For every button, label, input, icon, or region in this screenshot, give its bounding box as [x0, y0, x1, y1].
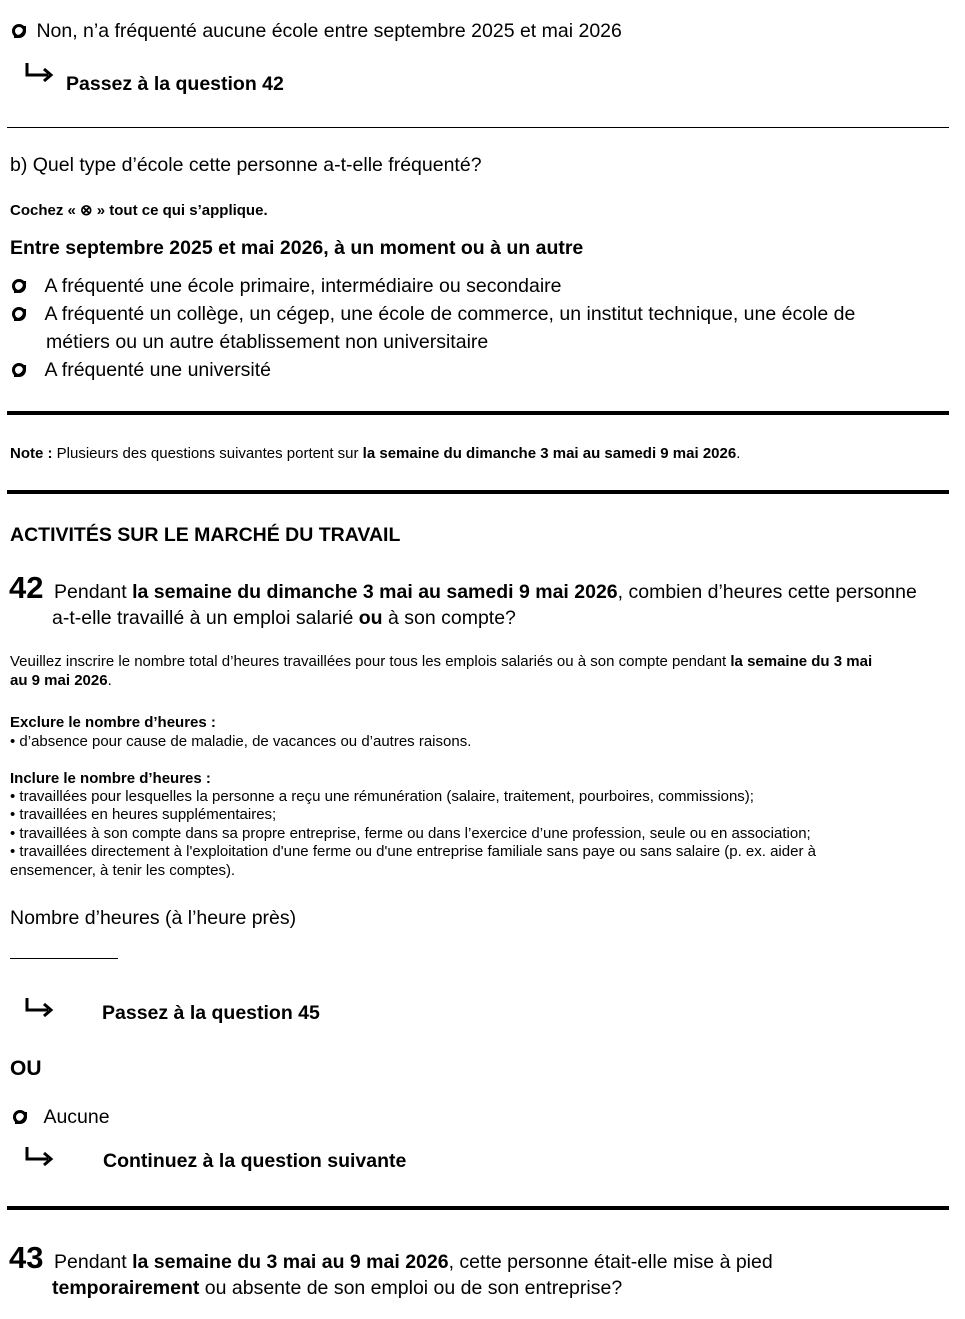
- question-43-text-line2: [52, 1277, 622, 1300]
- instruction-line2: [10, 672, 112, 689]
- text: Pendant: [54, 1251, 133, 1273]
- option-none[interactable]: [13, 1106, 110, 1129]
- skip-instruction: Passez à la question 45: [102, 1002, 320, 1024]
- text: Pendant: [54, 581, 133, 603]
- text-bold: la semaine du 3 mai au 9 mai 2026: [132, 1251, 449, 1273]
- note: [10, 445, 740, 462]
- skip-arrow-icon: [24, 61, 54, 85]
- instruction-line1: [10, 653, 872, 670]
- include-item: ensemencer, à tenir les comptes).: [10, 862, 236, 879]
- option-no-school[interactable]: [12, 20, 622, 43]
- option-label: A fréquenté une université: [44, 359, 272, 381]
- question-43-text-line1: [54, 1251, 773, 1274]
- text: a-t-elle travaillé à un emploi salarié: [52, 607, 359, 629]
- exclude-title: Exclure le nombre d’heures :: [10, 714, 216, 731]
- or-label: OU: [10, 1057, 42, 1080]
- divider: [7, 490, 949, 494]
- option-label-continued: métiers ou un autre établissement non universitaire: [46, 331, 489, 353]
- divider: [7, 1206, 949, 1210]
- note-label: Note :: [10, 445, 53, 462]
- include-title: Inclure le nombre d’heures :: [10, 770, 211, 787]
- continue-instruction: Continuez à la question suivante: [103, 1150, 407, 1172]
- question-number: 42: [9, 570, 44, 605]
- checkbox-circle[interactable]: [12, 363, 26, 377]
- text-bold: ou: [358, 607, 383, 629]
- checkbox-circle[interactable]: [12, 307, 26, 321]
- text: Veuillez inscrire le nombre total d’heures travaillées pour tous les emplois salariés ou à son compte pendant: [10, 653, 731, 670]
- include-item: • travaillées directement à l'exploitation d'une ferme ou d'une entreprise familiale sans paye ou sans salaire (p. ex. aider à: [10, 843, 816, 860]
- question-number: 43: [9, 1240, 44, 1275]
- exclude-item: • d’absence pour cause de maladie, de vacances ou d’autres raisons.: [10, 733, 472, 750]
- divider: [7, 127, 949, 128]
- include-item: • travaillées en heures supplémentaires;: [10, 806, 277, 823]
- text-bold: au 9 mai 2026: [10, 672, 108, 689]
- question-42-text-line1: [54, 581, 917, 604]
- text: .: [107, 672, 112, 689]
- include-item: • travaillées pour lesquelles la personne a reçu une rémunération (salaire, traitement, pourboires, commissions);: [10, 788, 754, 805]
- question-lead: Entre septembre 2025 et mai 2026, à un moment ou à un autre: [10, 237, 584, 259]
- include-item: • travaillées à son compte dans sa propre entreprise, ferme ou dans l’exercice d’une profession, seule ou en association;: [10, 825, 811, 842]
- text-bold: la semaine du dimanche 3 mai au samedi 9 mai 2026: [132, 581, 618, 603]
- option-label: A fréquenté un collège, un cégep, une école de commerce, un institut technique, une école de: [44, 303, 856, 325]
- option-primary-secondary[interactable]: [12, 275, 562, 298]
- text: , combien d’heures cette personne: [617, 581, 917, 603]
- note-text: Plusieurs des questions suivantes portent sur: [52, 445, 363, 462]
- text-bold: la semaine du 3 mai: [730, 653, 873, 670]
- radio-button[interactable]: [13, 1110, 27, 1124]
- option-college[interactable]: [12, 303, 855, 326]
- divider: [7, 411, 949, 415]
- hours-input[interactable]: [10, 938, 118, 959]
- skip-arrow-icon: [24, 996, 54, 1020]
- skip-instruction: Passez à la question 42: [66, 73, 284, 95]
- option-university[interactable]: [12, 359, 271, 382]
- text-bold: temporairement: [52, 1277, 200, 1299]
- question-b: b) Quel type d’école cette personne a-t-elle fréquenté?: [10, 154, 482, 176]
- option-label: Aucune: [43, 1106, 110, 1128]
- checkbox-circle[interactable]: [12, 279, 26, 293]
- option-label: Non, n’a fréquenté aucune école entre septembre 2025 et mai 2026: [36, 20, 622, 42]
- text: , cette personne était-elle mise à pied: [448, 1251, 773, 1273]
- note-end: .: [736, 445, 741, 462]
- note-week: la semaine du dimanche 3 mai au samedi 9 mai 2026: [362, 445, 737, 462]
- text: à son compte?: [382, 607, 516, 629]
- hours-label: Nombre d’heures (à l’heure près): [10, 907, 297, 929]
- skip-arrow-icon: [24, 1145, 54, 1169]
- option-label: A fréquenté une école primaire, intermédiaire ou secondaire: [44, 275, 562, 297]
- radio-button[interactable]: [12, 24, 26, 38]
- text: ou absente de son emploi ou de son entreprise?: [199, 1277, 623, 1299]
- section-title: ACTIVITÉS SUR LE MARCHÉ DU TRAVAIL: [10, 524, 401, 546]
- instruction: Cochez « ⊗ » tout ce qui s’applique.: [10, 202, 268, 219]
- question-42-text-line2: [52, 607, 516, 630]
